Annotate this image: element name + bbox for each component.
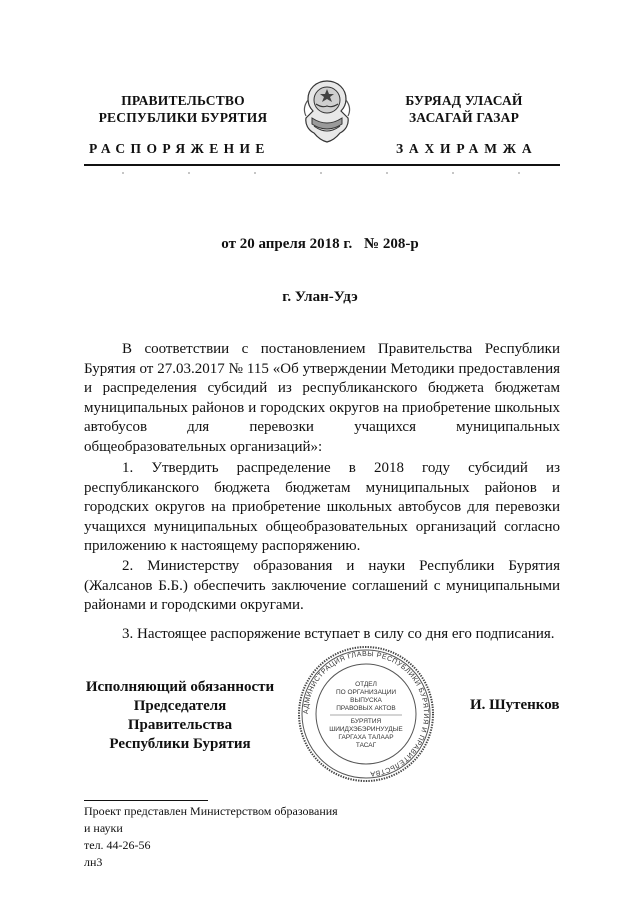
clause-2-paragraph: 2. Министерству образования и науки Республики Бурятия (Жалсанов Б.Б.) обеспечить заключение соглашений с муниципальными районами и городскими округами. [84,558,560,614]
clause-1-paragraph: 1. Утвердить распределение в 2018 году субсидий из республиканского бюджета бюджетам муниципальных районов и городских округов на приобретение школьных автобусов для перевозки учащихся муниципальных общеобразовательных организаций согласно приложению к настоящему распоряжению. [84,460,560,555]
stamp-line8: ТАСАГ [355,742,377,749]
footer-line1: Проект представлен Министерством образования [84,804,338,818]
stamp-line2: ПО ОРГАНИЗАЦИИ [335,689,397,696]
svg-text:АДМИНИСТРАЦИЯ ГЛАВЫ РЕСПУБЛИКИ [303,651,429,777]
signer-title [80,678,280,754]
signer-name: И. Шутенков [470,697,560,713]
header-right-line2: ЗАСАГАЙ ГАЗАР [408,110,520,125]
header-right [378,92,550,126]
stamp-line3: ВЫПУСКА [350,697,382,704]
stamp-line6: ШИИДХЭБЭРИНУУДЫЕ [329,726,403,733]
footer-line2: и науки [84,821,123,835]
footer-rule [84,800,208,801]
header-dotted-rule [90,171,556,175]
preamble-paragraph: В соответствии с постановлением Правительства Республики Бурятия от 27.03.2017 № 115 «Об утверждении Методики предоставления и распределения субсидий из республиканского бюджета бюджетам муниципальных районов и городских округов на приобретение школьных автобусов для перевозки учащихся муниципальных общеобразовательных организаций»: [84,341,560,455]
official-seal-stamp [296,644,436,784]
footer-phone: тел. 44-26-56 [84,838,151,852]
footer-code: лн3 [84,855,103,869]
header-left-line2: РЕСПУБЛИКИ БУРЯТИЯ [98,110,268,125]
document-date-number [0,236,640,253]
stamp-line1: ОТДЕЛ [355,681,377,688]
document-date: от 20 апреля 2018 г. [221,236,353,252]
header-left-line1: ПРАВИТЕЛЬСТВО [121,93,245,108]
header-right-line1: БУРЯАД УЛАСАЙ [405,93,523,108]
signer-title-line1: Исполняющий обязанности [85,679,275,695]
document-number: № 208-р [364,236,419,252]
stamp-line4: ПРАВОВЫХ АКТОВ [336,705,396,712]
document-city: г. Улан-Удэ [282,289,358,305]
stamp-line5: БУРЯТИЯ [350,718,382,725]
stamp-line7: ГАРГАХА ТАЛААР [338,734,394,741]
coat-of-arms-emblem [298,78,356,144]
footer-note [84,803,338,854]
signer-title-line3: Республики Бурятия [109,736,251,752]
header-left [88,92,278,126]
stamp-outer-text: АДМИНИСТРАЦИЯ ГЛАВЫ РЕСПУБЛИКИ БУРЯТИЯ И ПРАВИТЕЛЬСТВА [302,650,430,777]
header-rule [84,164,560,166]
signer-title-line2: Председателя Правительства [127,698,233,733]
doctype-russian: РАСПОРЯЖЕНИЕ [89,141,270,156]
doctype-buryat: ЗАХИРАМЖА [396,141,538,156]
clause-3-paragraph: 3. Настоящее распоряжение вступает в силу со дня его подписания. [122,626,555,642]
